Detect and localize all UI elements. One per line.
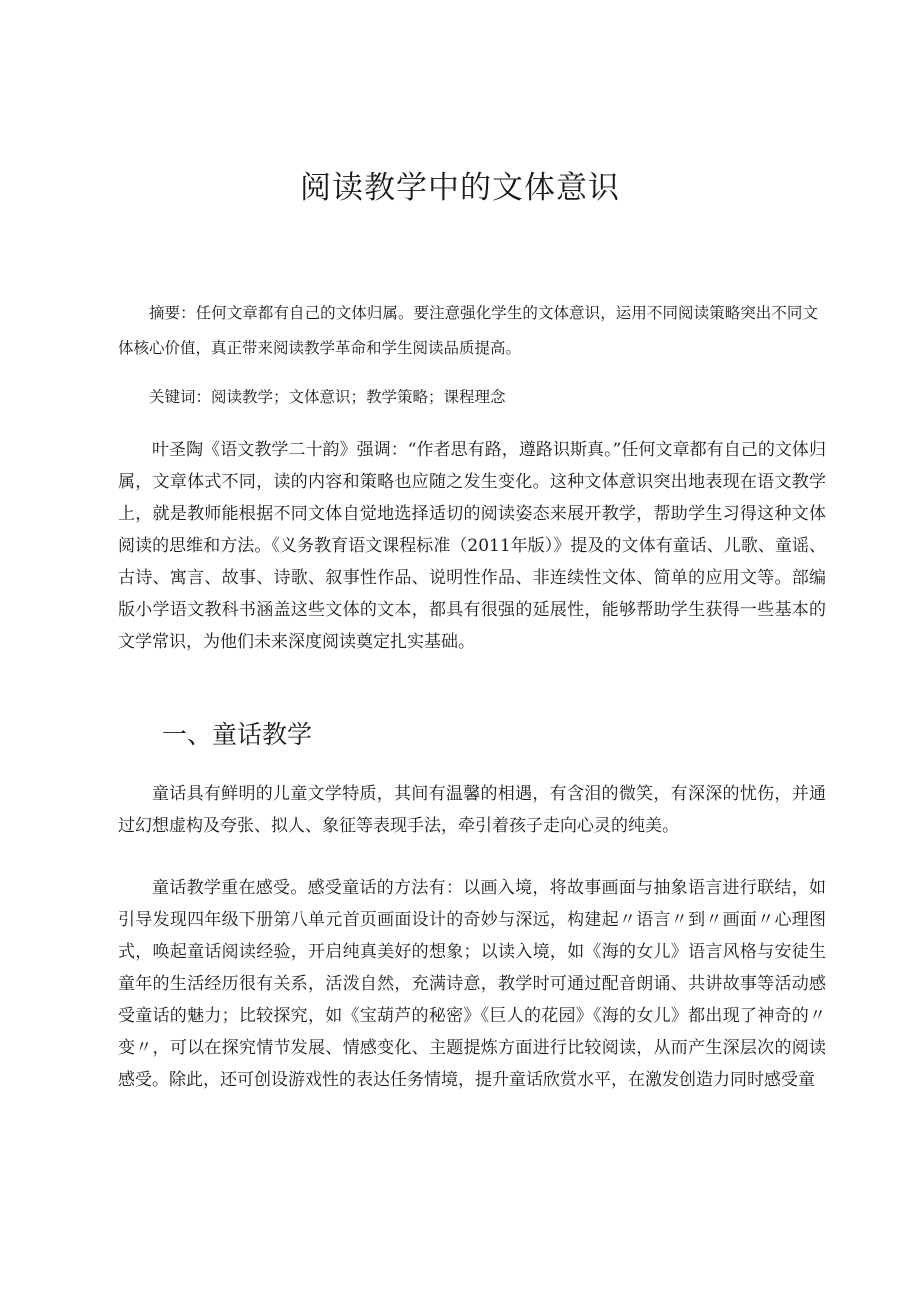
section-heading-fairy-tale: 一、童话教学 <box>162 720 313 749</box>
fairy-tale-paragraph-1: 童话具有鲜明的儿童文学特质，其间有温馨的相遇，有含泪的微笑，有深深的忧伤，并通过幻想虚构及夸张、拟人、象征等表现手法，牵引着孩子走向心灵的纯美。 <box>118 784 826 836</box>
abstract-paragraph: 摘要：任何文章都有自己的文体归属。要注意强化学生的文体意识，运用不同阅读策略突出不同文体核心价值，真正带来阅读教学革命和学生阅读品质提高。 <box>118 304 818 357</box>
keywords-line: 关键词：阅读教学；文体意识；教学策略；课程理念 <box>149 388 506 406</box>
fairy-tale-paragraph-2: 童话教学重在感受。感受童话的方法有：以画入境，将故事画面与抽象语言进行联结，如引导发现四年级下册第八单元首页画面设计的奇妙与深远，构建起〃语言〃到〃画面〃心理图式，唤起童话阅读经验，开启纯真美好的想象；以读入境，如《海的女儿》语言风格与安徒生童年的生活经历很有关系，活泼自然，充满诗意，教学时可通过配音朗诵、共讲故事等活动感受童话的魅力；比较探究，如《宝葫芦的秘密》《巨人的花园》《海的女儿》都出现了神奇的〃变〃，可以在探究情节发展、情感变化、主题提炼方面进行比较阅读，从而产生深层次的阅读感受。除此，还可创设游戏性的表达任务情境，提升童话欣赏水平，在激发创造力同时感受童 <box>118 878 826 1090</box>
intro-paragraph: 叶圣陶《语文教学二十韵》强调：“作者思有路，遵路识斯真。”任何文章都有自己的文体归属，文章体式不同，读的内容和策略也应随之发生变化。这种文体意识突出地表现在语文教学上，就是教师能根据不同文体自觉地选择适切的阅读姿态来展开教学，帮助学生习得这种文体阅读的思维和方法。《义务教育语文课程标准（2011年版）》提及的文体有童话、儿歌、童谣、古诗、寓言、故事、诗歌、叙事性作品、说明性作品、非连续性文体、简单的应用文等。部编版小学语文教科书涵盖这些文体的文本，都具有很强的延展性，能够帮助学生获得一些基本的文学常识，为他们未来深度阅读奠定扎实基础。 <box>118 440 826 652</box>
document-title: 阅读教学中的文体意识 <box>300 170 620 206</box>
